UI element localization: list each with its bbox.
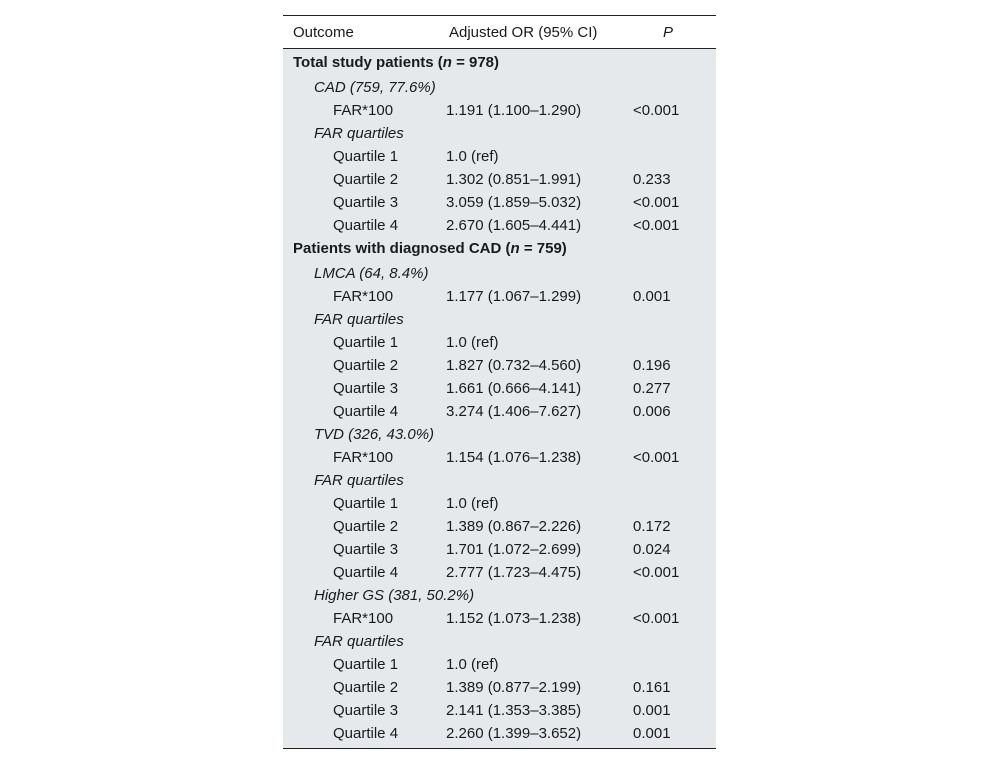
table-row [283, 214, 716, 237]
row-label: Quartile 2 [333, 171, 399, 188]
p-value-cell: 0.277 [633, 380, 671, 397]
row-label: Quartile 1 [333, 656, 399, 673]
section-label [293, 54, 499, 71]
table-row [283, 446, 716, 469]
p-value-cell: 0.001 [633, 288, 671, 305]
p-value-cell: <0.001 [633, 564, 680, 581]
header-outcome: Outcome [293, 24, 354, 41]
section-count: = 759) [519, 240, 567, 257]
row-label: CAD (759, 77.6%) [314, 79, 436, 96]
p-value-cell: 0.172 [633, 518, 671, 535]
subgroup-row [283, 308, 716, 331]
section-row [283, 51, 716, 76]
table-row [283, 699, 716, 722]
table-row [283, 191, 716, 214]
row-label: Quartile 4 [333, 217, 399, 234]
section-label-text: Total study patients ( [293, 54, 443, 71]
row-label: Quartile 2 [333, 518, 399, 535]
p-value-cell: 0.196 [633, 357, 671, 374]
row-label: FAR*100 [333, 288, 394, 305]
row-label: Quartile 4 [333, 725, 399, 742]
table-header [283, 15, 716, 49]
row-label: Quartile 3 [333, 194, 399, 211]
p-value-cell: 0.001 [633, 702, 671, 719]
row-label: FAR quartiles [314, 125, 404, 142]
subgroup-row [283, 630, 716, 653]
section-label [293, 240, 567, 257]
table-row [283, 145, 716, 168]
odds-ratio-cell: 1.701 (1.072–2.699) [446, 541, 582, 558]
row-label: FAR quartiles [314, 472, 404, 489]
odds-ratio-cell: 2.141 (1.353–3.385) [446, 702, 582, 719]
header-adjusted-or: Adjusted OR (95% CI) [449, 24, 598, 41]
subgroup-row [283, 469, 716, 492]
row-label: FAR quartiles [314, 633, 404, 650]
table-row [283, 354, 716, 377]
table-row [283, 331, 716, 354]
p-value-cell: <0.001 [633, 194, 680, 211]
p-value-cell: 0.161 [633, 679, 671, 696]
odds-ratio-cell: 1.191 (1.100–1.290) [446, 102, 582, 119]
table-row [283, 722, 716, 745]
results-table [283, 15, 716, 749]
odds-ratio-cell: 1.177 (1.067–1.299) [446, 288, 582, 305]
p-value-cell: 0.001 [633, 725, 671, 742]
odds-ratio-cell: 1.661 (0.666–4.141) [446, 380, 582, 397]
table-row [283, 285, 716, 308]
row-label: Quartile 2 [333, 679, 399, 696]
subgroup-row [283, 584, 716, 607]
subgroup-row [283, 76, 716, 99]
p-value-cell: <0.001 [633, 217, 680, 234]
table-row [283, 99, 716, 122]
table-row [283, 400, 716, 423]
odds-ratio-cell: 1.389 (0.877–2.199) [446, 679, 582, 696]
section-row [283, 237, 716, 262]
subgroup-row [283, 122, 716, 145]
table-row [283, 492, 716, 515]
row-label: Quartile 1 [333, 495, 399, 512]
row-label: FAR*100 [333, 449, 394, 466]
row-label: FAR quartiles [314, 311, 404, 328]
table-row [283, 515, 716, 538]
p-value-cell: <0.001 [633, 449, 680, 466]
section-count: = 978) [451, 54, 500, 71]
p-value-cell: 0.024 [633, 541, 671, 558]
table-row [283, 168, 716, 191]
p-value-cell: 0.233 [633, 171, 671, 188]
odds-ratio-cell: 1.0 (ref) [446, 148, 499, 165]
p-value-cell: <0.001 [633, 102, 680, 119]
table-row [283, 653, 716, 676]
odds-ratio-cell: 1.0 (ref) [446, 495, 499, 512]
p-value-cell: <0.001 [633, 610, 680, 627]
header-p: P [663, 24, 674, 41]
table-row [283, 377, 716, 400]
row-label: FAR*100 [333, 102, 394, 119]
row-label: Quartile 2 [333, 357, 399, 374]
table-row [283, 676, 716, 699]
odds-ratio-cell: 1.154 (1.076–1.238) [446, 449, 582, 466]
odds-ratio-cell: 2.777 (1.723–4.475) [446, 564, 582, 581]
odds-ratio-cell: 1.152 (1.073–1.238) [446, 610, 582, 627]
odds-ratio-cell: 1.827 (0.732–4.560) [446, 357, 582, 374]
table-row [283, 607, 716, 630]
row-label: Quartile 3 [333, 541, 399, 558]
row-label: Quartile 1 [333, 148, 399, 165]
n-symbol: n [442, 54, 452, 71]
odds-ratio-cell: 2.670 (1.605–4.441) [446, 217, 582, 234]
odds-ratio-cell: 3.274 (1.406–7.627) [446, 403, 582, 420]
odds-ratio-cell: 3.059 (1.859–5.032) [446, 194, 582, 211]
p-value-cell: 0.006 [633, 403, 671, 420]
subgroup-row [283, 423, 716, 446]
row-label: TVD (326, 43.0%) [314, 426, 435, 443]
row-label: Higher GS (381, 50.2%) [314, 587, 475, 604]
row-label: FAR*100 [333, 610, 394, 627]
odds-ratio-cell: 1.389 (0.867–2.226) [446, 518, 582, 535]
row-label: Quartile 3 [333, 702, 399, 719]
n-symbol: n [510, 240, 520, 257]
table-body [283, 49, 716, 749]
row-label: LMCA (64, 8.4%) [314, 265, 429, 282]
odds-ratio-cell: 1.0 (ref) [446, 334, 499, 351]
row-label: Quartile 4 [333, 403, 399, 420]
row-label: Quartile 3 [333, 380, 399, 397]
subgroup-row [283, 262, 716, 285]
odds-ratio-cell: 1.0 (ref) [446, 656, 499, 673]
odds-ratio-cell: 1.302 (0.851–1.991) [446, 171, 582, 188]
table-row [283, 561, 716, 584]
table-row [283, 538, 716, 561]
section-label-text: Patients with diagnosed CAD ( [293, 240, 511, 257]
row-label: Quartile 1 [333, 334, 399, 351]
odds-ratio-cell: 2.260 (1.399–3.652) [446, 725, 582, 742]
row-label: Quartile 4 [333, 564, 399, 581]
